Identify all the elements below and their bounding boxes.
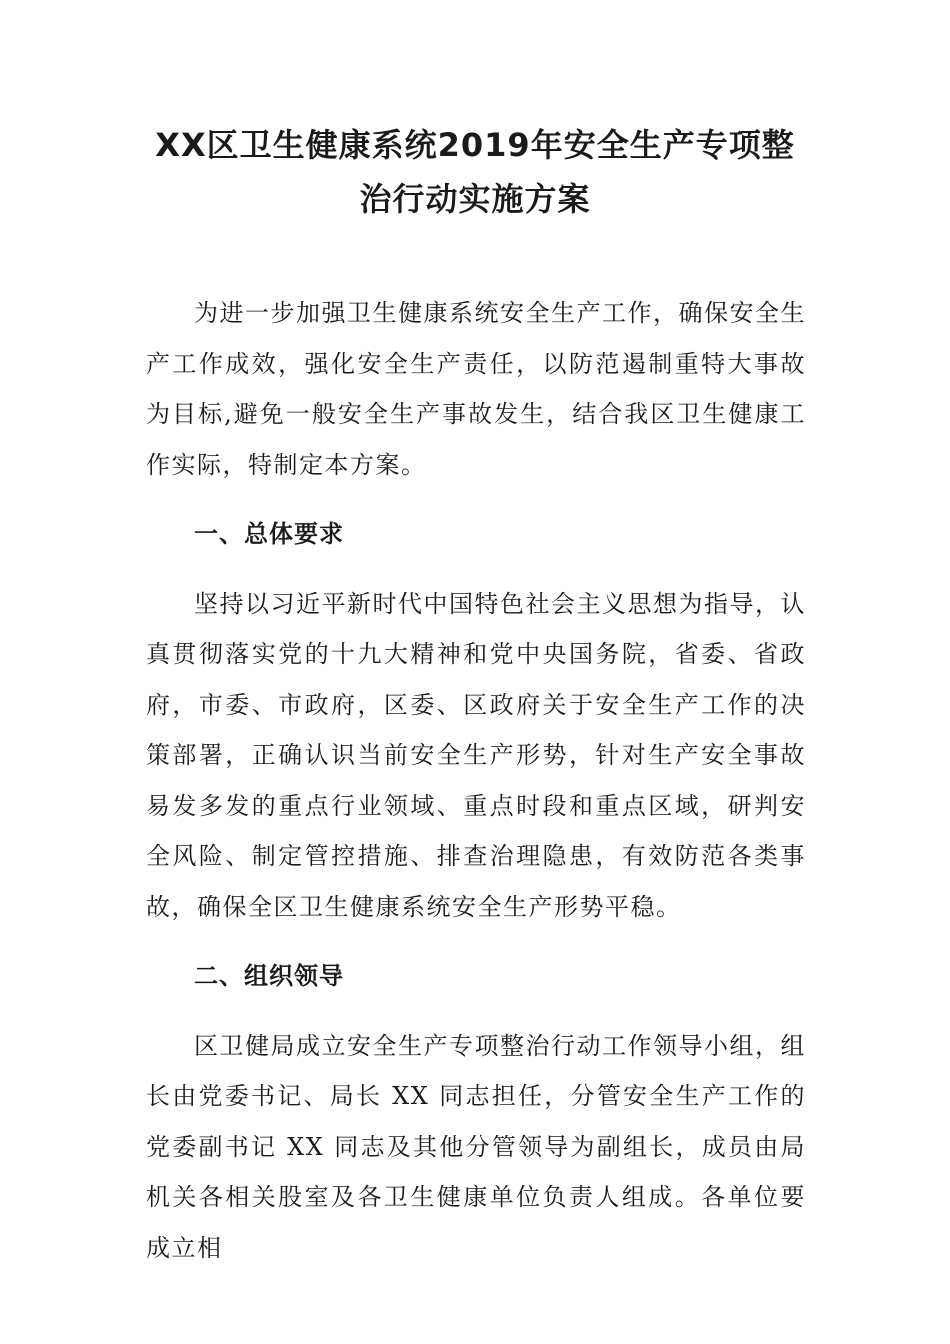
document-body xyxy=(146,288,806,1292)
general-requirements-paragraph: 坚持以习近平新时代中国特色社会主义思想为指导，认真贯彻落实党的十九大精神和党中央国务院，省委、省政府，市委、市政府，区委、区政府关于安全生产工作的决策部署，正确认识当前安全生产形势，针对生产安全事故易发多发的重点行业领域、重点时段和重点区域，研判安全风险、制定管控措施、排查治理隐患，有效防范各类事故，确保全区卫生健康系统安全生产形势平稳。 xyxy=(146,589,806,921)
document-title-line-1: XX区卫生健康系统2019年安全生产专项整 xyxy=(155,126,795,164)
organization-leadership-paragraph: 区卫健局成立安全生产专项整治行动工作领导小组，组长由党委书记、局长 XX 同志担任，分管安全生产工作的党委副书记 XX 同志及其他分管领导为副组长，成员由局机关各相关股室及各卫生健康单位负责人组成。各单位要成立相 xyxy=(146,1031,806,1262)
document-title xyxy=(120,118,830,226)
section-heading-general-requirements: 一、总体要求 xyxy=(194,520,344,548)
section-heading-organization-leadership: 二、组织领导 xyxy=(194,962,344,990)
document-title-line-2: 治行动实施方案 xyxy=(359,180,591,218)
intro-paragraph: 为进一步加强卫生健康系统安全生产工作，确保安全生产工作成效，强化安全生产责任，以防范遏制重特大事故为目标,避免一般安全生产事故发生，结合我区卫生健康工作实际，特制定本方案。 xyxy=(146,299,806,479)
